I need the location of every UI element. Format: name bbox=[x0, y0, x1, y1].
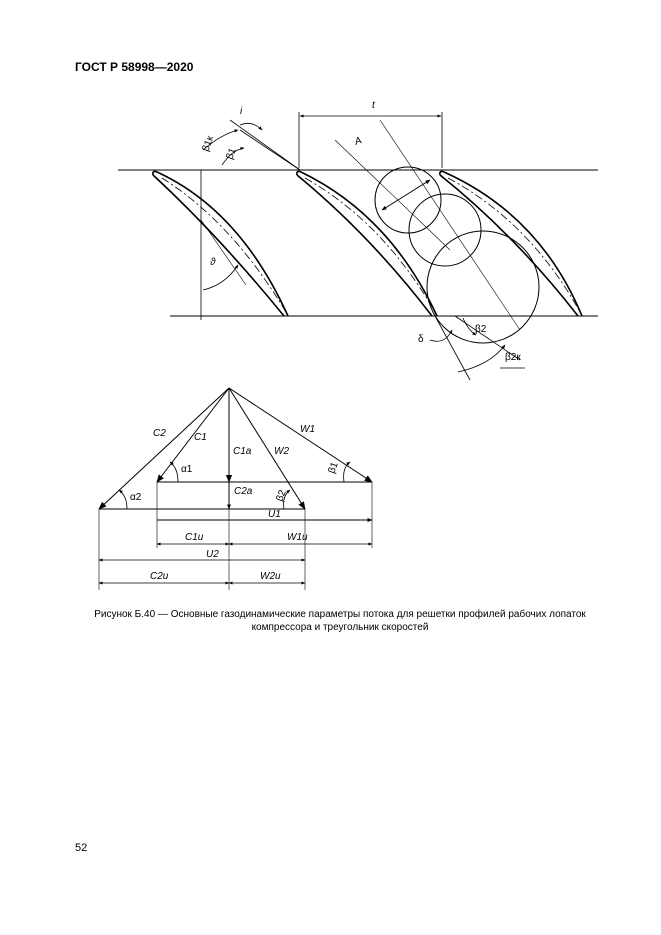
label-delta: δ bbox=[418, 334, 424, 345]
construction-line bbox=[335, 140, 450, 250]
construction-line bbox=[380, 120, 520, 330]
camber-chord bbox=[201, 220, 246, 285]
alpha2-arc bbox=[119, 490, 127, 509]
label-w2: W2 bbox=[274, 446, 289, 457]
label-w1u: W1u bbox=[287, 532, 308, 543]
beta2k-arc bbox=[458, 345, 505, 372]
label-u1: U1 bbox=[268, 509, 281, 520]
label-a: A bbox=[353, 135, 364, 148]
label-c1u: C1u bbox=[185, 532, 204, 543]
label-c2a: C2a bbox=[234, 486, 253, 497]
inlet-tangent bbox=[230, 120, 300, 170]
label-beta2: β2 bbox=[274, 488, 289, 504]
label-alpha1: α1 bbox=[181, 464, 193, 475]
label-w2u: W2u bbox=[260, 571, 281, 582]
label-i: i bbox=[240, 106, 243, 117]
label-theta: ϑ bbox=[210, 257, 216, 268]
label-beta2k: β2к bbox=[505, 352, 521, 363]
throat-circle bbox=[375, 167, 441, 233]
label-c2: C2 bbox=[153, 428, 166, 439]
blade-profile bbox=[440, 171, 582, 316]
label-w1: W1 bbox=[300, 424, 315, 435]
vector-c2 bbox=[99, 388, 229, 509]
label-u2: U2 bbox=[206, 549, 219, 560]
label-t: t bbox=[372, 100, 375, 111]
blade-profile bbox=[297, 171, 437, 316]
caption-line: Рисунок Б.40 — Основные газодинамические параметры потока для решетки профилей рабочих лопаток bbox=[94, 609, 586, 620]
inlet-flow bbox=[240, 130, 300, 170]
figure-caption bbox=[60, 608, 620, 634]
label-c1: C1 bbox=[194, 432, 207, 443]
label-c1a: C1a bbox=[233, 446, 252, 457]
label-alpha2: α2 bbox=[130, 492, 142, 503]
alpha1-arc bbox=[170, 462, 178, 482]
vector-c1 bbox=[157, 388, 229, 482]
label-beta2: β2 bbox=[475, 324, 487, 335]
caption-line: компрессора и треугольник скоростей bbox=[251, 622, 429, 633]
theta-arc bbox=[203, 265, 238, 290]
incidence-arc bbox=[240, 123, 262, 130]
beta1-arc bbox=[344, 462, 350, 482]
document-header: ГОСТ Р 58998—2020 bbox=[75, 60, 194, 74]
label-c2u: C2u bbox=[150, 571, 169, 582]
label-beta1k: β1к bbox=[200, 134, 217, 154]
label-beta1: β1 bbox=[326, 460, 341, 476]
blade-profile bbox=[153, 171, 288, 316]
blade-cascade bbox=[118, 112, 598, 380]
page-number: 52 bbox=[75, 842, 88, 854]
vector-w1 bbox=[229, 388, 372, 482]
label-beta1: β1 bbox=[224, 146, 239, 162]
